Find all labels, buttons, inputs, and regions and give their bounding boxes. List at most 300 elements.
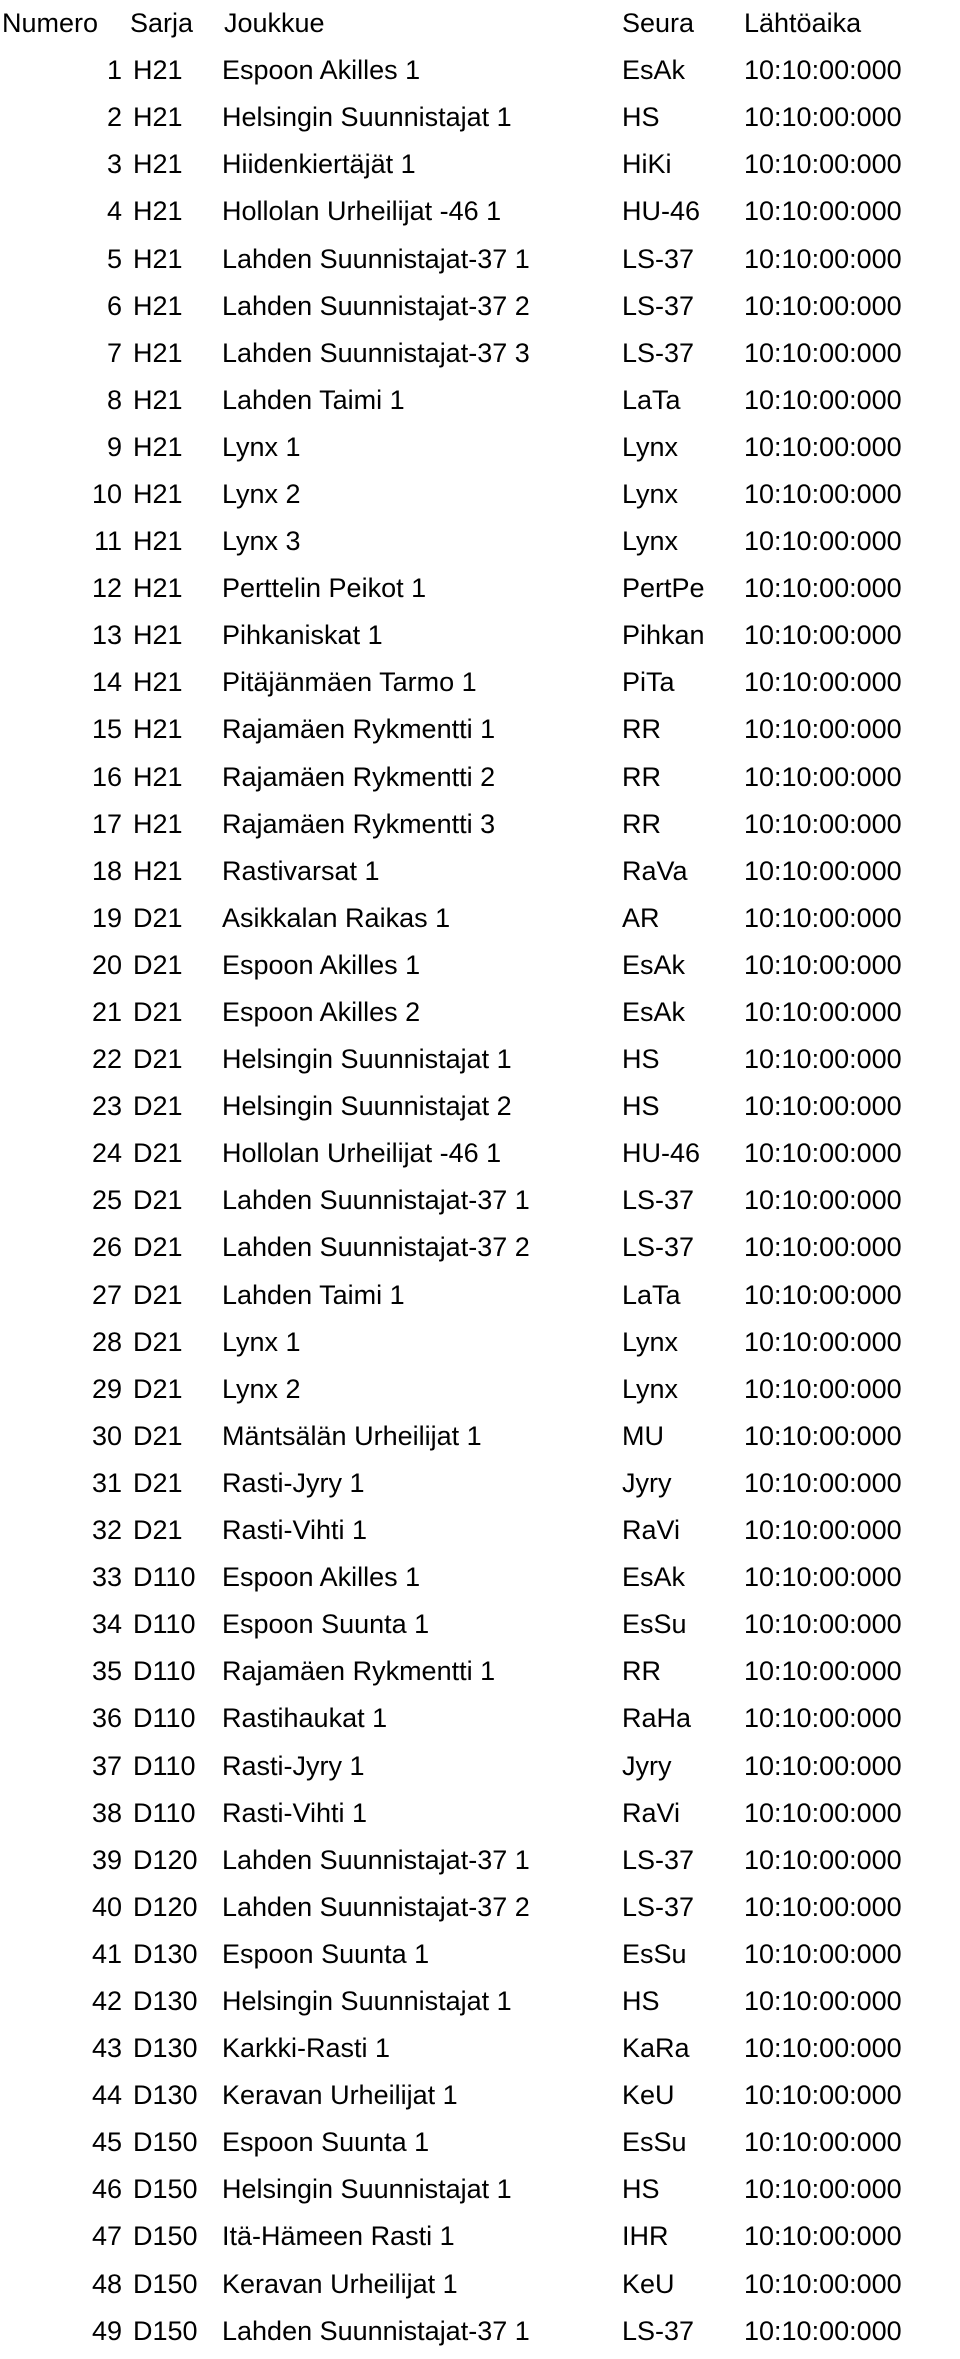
cell-joukkue: Rastivarsat 1 [222, 855, 380, 886]
cell-seura: Jyry [622, 1467, 672, 1498]
cell-sarja: D150 [133, 2174, 198, 2205]
header-joukkue: Joukkue [224, 8, 325, 39]
cell-joukkue: Perttelin Peikot 1 [222, 573, 427, 604]
cell-seura: HS [622, 2174, 660, 2205]
cell-numero: 48 [91, 2268, 122, 2299]
table-row [0, 2308, 960, 2355]
cell-seura: RR [622, 761, 661, 792]
table-row [0, 1507, 960, 1554]
cell-joukkue: Hollolan Urheilijat -46 1 [222, 196, 502, 227]
cell-joukkue: Lahden Suunnistajat-37 2 [222, 1232, 530, 1263]
cell-sarja: H21 [133, 102, 183, 133]
cell-joukkue: Rasti-Vihti 1 [222, 1515, 368, 1546]
cell-sarja: D110 [133, 1656, 196, 1687]
cell-joukkue: Lahden Suunnistajat-37 2 [222, 1891, 530, 1922]
cell-sarja: H21 [133, 761, 183, 792]
cell-numero: 37 [91, 1750, 122, 1781]
table-body [0, 47, 960, 2355]
cell-seura: EsAk [622, 1562, 686, 1593]
cell-sarja: D21 [133, 1044, 183, 1075]
cell-seura: EsAk [622, 55, 686, 86]
table-row [0, 1742, 960, 1789]
cell-joukkue: Helsingin Suunnistajat 2 [222, 1091, 512, 1122]
table-row [0, 1413, 960, 1460]
cell-sarja: H21 [133, 714, 183, 745]
header-row [0, 0, 960, 47]
cell-seura: RR [622, 808, 661, 839]
cell-lahtoaika: 10:10:00:000 [744, 2221, 902, 2252]
cell-joukkue: Lahden Taimi 1 [222, 1279, 405, 1310]
cell-lahtoaika: 10:10:00:000 [744, 1185, 902, 1216]
cell-seura: LS-37 [622, 2315, 695, 2346]
cell-numero: 33 [91, 1562, 122, 1593]
cell-lahtoaika: 10:10:00:000 [744, 1232, 902, 1263]
cell-joukkue: Espoon Suunta 1 [222, 2127, 430, 2158]
cell-joukkue: Rasti-Vihti 1 [222, 1797, 368, 1828]
cell-sarja: H21 [133, 667, 183, 698]
cell-sarja: D110 [133, 1703, 196, 1734]
table-row [0, 706, 960, 753]
table-row [0, 377, 960, 424]
cell-lahtoaika: 10:10:00:000 [744, 2127, 902, 2158]
cell-joukkue: Asikkalan Raikas 1 [222, 902, 451, 933]
cell-joukkue: Lynx 2 [222, 1373, 301, 1404]
cell-lahtoaika: 10:10:00:000 [744, 2033, 902, 2064]
cell-joukkue: Lynx 2 [222, 478, 301, 509]
table-row [0, 2025, 960, 2072]
cell-numero: 5 [106, 243, 122, 274]
cell-numero: 24 [91, 1138, 122, 1169]
cell-lahtoaika: 10:10:00:000 [744, 1844, 902, 1875]
table-row [0, 848, 960, 895]
cell-joukkue: Rajamäen Rykmentti 1 [222, 1656, 496, 1687]
table-row [0, 565, 960, 612]
cell-seura: LaTa [622, 384, 681, 415]
cell-sarja: D21 [133, 1420, 183, 1451]
cell-seura: EsSu [622, 1938, 687, 1969]
header-lahtoaika: Lähtöaika [744, 8, 862, 39]
cell-seura: Lynx [622, 1326, 679, 1357]
cell-sarja: H21 [133, 149, 183, 180]
cell-lahtoaika: 10:10:00:000 [744, 478, 902, 509]
cell-lahtoaika: 10:10:00:000 [744, 1750, 902, 1781]
cell-numero: 14 [91, 667, 122, 698]
cell-lahtoaika: 10:10:00:000 [744, 1938, 902, 1969]
cell-lahtoaika: 10:10:00:000 [744, 1656, 902, 1687]
cell-numero: 26 [91, 1232, 122, 1263]
cell-joukkue: Lahden Taimi 1 [222, 384, 405, 415]
cell-joukkue: Espoon Akilles 1 [222, 1562, 421, 1593]
cell-numero: 2 [106, 102, 122, 133]
table-row [0, 1884, 960, 1931]
cell-seura: EsSu [622, 1609, 687, 1640]
table-row [0, 2119, 960, 2166]
cell-lahtoaika: 10:10:00:000 [744, 902, 902, 933]
cell-lahtoaika: 10:10:00:000 [744, 808, 902, 839]
cell-numero: 9 [106, 431, 122, 462]
cell-numero: 16 [91, 761, 122, 792]
cell-sarja: H21 [133, 620, 183, 651]
cell-lahtoaika: 10:10:00:000 [744, 1891, 902, 1922]
cell-sarja: D150 [133, 2221, 198, 2252]
table-row [0, 188, 960, 235]
table-row [0, 2213, 960, 2260]
cell-sarja: D21 [133, 997, 183, 1028]
table-row [0, 471, 960, 518]
cell-lahtoaika: 10:10:00:000 [744, 1515, 902, 1546]
table-row [0, 1837, 960, 1884]
table-row [0, 1554, 960, 1601]
cell-sarja: D110 [133, 1750, 196, 1781]
table-row [0, 1366, 960, 1413]
cell-lahtoaika: 10:10:00:000 [744, 1703, 902, 1734]
cell-joukkue: Hollolan Urheilijat -46 1 [222, 1138, 502, 1169]
cell-joukkue: Helsingin Suunnistajat 1 [222, 1044, 512, 1075]
header-seura: Seura [622, 8, 695, 39]
table-row [0, 1790, 960, 1837]
cell-joukkue: Lynx 1 [222, 1326, 301, 1357]
cell-lahtoaika: 10:10:00:000 [744, 55, 902, 86]
cell-sarja: D21 [133, 1279, 183, 1310]
table-row [0, 424, 960, 471]
cell-joukkue: Pihkaniskat 1 [222, 620, 383, 651]
cell-sarja: D120 [133, 1891, 198, 1922]
cell-sarja: H21 [133, 431, 183, 462]
cell-seura: HS [622, 102, 660, 133]
cell-sarja: D130 [133, 2080, 198, 2111]
cell-sarja: H21 [133, 290, 183, 321]
cell-numero: 10 [91, 478, 122, 509]
cell-numero: 23 [91, 1091, 122, 1122]
cell-lahtoaika: 10:10:00:000 [744, 1985, 902, 2016]
cell-seura: HS [622, 1044, 660, 1075]
table-row [0, 1083, 960, 1130]
cell-sarja: D130 [133, 1985, 198, 2016]
cell-seura: RaVa [622, 855, 688, 886]
cell-joukkue: Espoon Akilles 2 [222, 997, 421, 1028]
table-row [0, 1224, 960, 1271]
cell-sarja: D110 [133, 1797, 196, 1828]
cell-numero: 13 [91, 620, 122, 651]
cell-numero: 15 [91, 714, 122, 745]
cell-seura: Pihkan [622, 620, 705, 651]
cell-numero: 21 [91, 997, 122, 1028]
cell-seura: MU [622, 1420, 664, 1451]
cell-lahtoaika: 10:10:00:000 [744, 2268, 902, 2299]
cell-lahtoaika: 10:10:00:000 [744, 949, 902, 980]
table-row [0, 94, 960, 141]
cell-numero: 36 [91, 1703, 122, 1734]
cell-lahtoaika: 10:10:00:000 [744, 855, 902, 886]
cell-lahtoaika: 10:10:00:000 [744, 526, 902, 557]
table-row [0, 1460, 960, 1507]
cell-numero: 34 [91, 1609, 122, 1640]
cell-lahtoaika: 10:10:00:000 [744, 1091, 902, 1122]
cell-seura: LS-37 [622, 1844, 695, 1875]
cell-joukkue: Lahden Suunnistajat-37 2 [222, 290, 530, 321]
cell-lahtoaika: 10:10:00:000 [744, 102, 902, 133]
cell-joukkue: Espoon Akilles 1 [222, 55, 421, 86]
cell-seura: EsSu [622, 2127, 687, 2158]
cell-lahtoaika: 10:10:00:000 [744, 1279, 902, 1310]
cell-numero: 28 [91, 1326, 122, 1357]
cell-sarja: D130 [133, 2033, 198, 2064]
cell-sarja: D21 [133, 949, 183, 980]
cell-seura: KeU [622, 2268, 675, 2299]
cell-sarja: H21 [133, 337, 183, 368]
cell-numero: 32 [91, 1515, 122, 1546]
cell-seura: IHR [622, 2221, 669, 2252]
cell-seura: HU-46 [622, 1138, 701, 1169]
cell-numero: 4 [106, 196, 122, 227]
cell-lahtoaika: 10:10:00:000 [744, 2174, 902, 2205]
cell-numero: 47 [91, 2221, 122, 2252]
cell-sarja: D150 [133, 2268, 198, 2299]
table-row [0, 1272, 960, 1319]
cell-numero: 30 [91, 1420, 122, 1451]
cell-sarja: D120 [133, 1844, 198, 1875]
cell-joukkue: Rajamäen Rykmentti 1 [222, 714, 496, 745]
table-row [0, 1695, 960, 1742]
cell-joukkue: Rajamäen Rykmentti 3 [222, 808, 496, 839]
cell-seura: LS-37 [622, 1185, 695, 1216]
table-row [0, 1931, 960, 1978]
cell-numero: 19 [91, 902, 122, 933]
cell-joukkue: Hiidenkiertäjät 1 [222, 149, 416, 180]
cell-numero: 7 [106, 337, 122, 368]
header-numero: Numero [2, 8, 99, 39]
header-sarja: Sarja [130, 8, 194, 39]
cell-sarja: D110 [133, 1609, 196, 1640]
cell-lahtoaika: 10:10:00:000 [744, 2080, 902, 2111]
cell-seura: KaRa [622, 2033, 690, 2064]
cell-sarja: D21 [133, 902, 183, 933]
cell-numero: 20 [91, 949, 122, 980]
cell-joukkue: Lahden Suunnistajat-37 1 [222, 1844, 530, 1875]
cell-seura: KeU [622, 2080, 675, 2111]
cell-joukkue: Mäntsälän Urheilijat 1 [222, 1420, 482, 1451]
table-row [0, 989, 960, 1036]
cell-joukkue: Helsingin Suunnistajat 1 [222, 2174, 512, 2205]
cell-sarja: H21 [133, 384, 183, 415]
cell-lahtoaika: 10:10:00:000 [744, 1044, 902, 1075]
table-row [0, 1978, 960, 2025]
cell-lahtoaika: 10:10:00:000 [744, 149, 902, 180]
cell-seura: RR [622, 1656, 661, 1687]
cell-seura: RaVi [622, 1797, 681, 1828]
cell-lahtoaika: 10:10:00:000 [744, 2315, 902, 2346]
cell-numero: 42 [91, 1985, 122, 2016]
cell-lahtoaika: 10:10:00:000 [744, 997, 902, 1028]
table-row [0, 1036, 960, 1083]
cell-numero: 38 [91, 1797, 122, 1828]
cell-numero: 46 [91, 2174, 122, 2205]
cell-lahtoaika: 10:10:00:000 [744, 714, 902, 745]
cell-numero: 29 [91, 1373, 122, 1404]
table-row [0, 2166, 960, 2213]
cell-seura: LS-37 [622, 290, 695, 321]
cell-lahtoaika: 10:10:00:000 [744, 243, 902, 274]
table-row [0, 283, 960, 330]
cell-seura: LaTa [622, 1279, 681, 1310]
cell-sarja: D150 [133, 2315, 198, 2346]
cell-seura: HiKi [622, 149, 672, 180]
cell-lahtoaika: 10:10:00:000 [744, 1609, 902, 1640]
cell-seura: LS-37 [622, 337, 695, 368]
cell-sarja: H21 [133, 808, 183, 839]
cell-lahtoaika: 10:10:00:000 [744, 290, 902, 321]
cell-seura: RR [622, 714, 661, 745]
cell-numero: 17 [91, 808, 122, 839]
cell-lahtoaika: 10:10:00:000 [744, 196, 902, 227]
cell-joukkue: Espoon Suunta 1 [222, 1938, 430, 1969]
cell-numero: 41 [91, 1938, 122, 1969]
cell-lahtoaika: 10:10:00:000 [744, 667, 902, 698]
cell-lahtoaika: 10:10:00:000 [744, 1420, 902, 1451]
cell-seura: PertPe [622, 573, 705, 604]
cell-joukkue: Lahden Suunnistajat-37 1 [222, 2315, 530, 2346]
cell-joukkue: Itä-Hämeen Rasti 1 [222, 2221, 455, 2252]
cell-seura: LS-37 [622, 243, 695, 274]
cell-sarja: D21 [133, 1326, 183, 1357]
cell-numero: 27 [91, 1279, 122, 1310]
cell-seura: HS [622, 1091, 660, 1122]
cell-numero: 18 [91, 855, 122, 886]
cell-lahtoaika: 10:10:00:000 [744, 620, 902, 651]
cell-joukkue: Helsingin Suunnistajat 1 [222, 102, 512, 133]
cell-sarja: D21 [133, 1232, 183, 1263]
cell-lahtoaika: 10:10:00:000 [744, 1373, 902, 1404]
table-header [0, 0, 960, 47]
cell-sarja: D21 [133, 1185, 183, 1216]
cell-sarja: H21 [133, 526, 183, 557]
cell-sarja: D21 [133, 1467, 183, 1498]
cell-joukkue: Helsingin Suunnistajat 1 [222, 1985, 512, 2016]
table-row [0, 518, 960, 565]
table-row [0, 2072, 960, 2119]
table-row [0, 942, 960, 989]
cell-seura: RaHa [622, 1703, 692, 1734]
cell-sarja: D21 [133, 1515, 183, 1546]
cell-numero: 39 [91, 1844, 122, 1875]
cell-sarja: D150 [133, 2127, 198, 2158]
cell-joukkue: Keravan Urheilijat 1 [222, 2080, 458, 2111]
cell-lahtoaika: 10:10:00:000 [744, 1326, 902, 1357]
cell-lahtoaika: 10:10:00:000 [744, 1797, 902, 1828]
cell-sarja: D21 [133, 1091, 183, 1122]
table-row [0, 801, 960, 848]
cell-lahtoaika: 10:10:00:000 [744, 573, 902, 604]
cell-numero: 40 [91, 1891, 122, 1922]
cell-sarja: H21 [133, 478, 183, 509]
cell-numero: 44 [91, 2080, 122, 2111]
cell-numero: 1 [106, 55, 122, 86]
cell-joukkue: Lahden Suunnistajat-37 3 [222, 337, 530, 368]
cell-lahtoaika: 10:10:00:000 [744, 1562, 902, 1593]
cell-joukkue: Rasti-Jyry 1 [222, 1750, 365, 1781]
cell-numero: 43 [91, 2033, 122, 2064]
table-row [0, 1177, 960, 1224]
cell-seura: RaVi [622, 1515, 681, 1546]
table-row [0, 612, 960, 659]
cell-seura: HS [622, 1985, 660, 2016]
cell-seura: Jyry [622, 1750, 672, 1781]
table-row [0, 1648, 960, 1695]
cell-seura: AR [622, 902, 660, 933]
cell-sarja: D21 [133, 1138, 183, 1169]
cell-sarja: D130 [133, 1938, 198, 1969]
cell-joukkue: Rajamäen Rykmentti 2 [222, 761, 496, 792]
cell-seura: Lynx [622, 526, 679, 557]
table-row [0, 2261, 960, 2308]
cell-sarja: D110 [133, 1562, 196, 1593]
cell-sarja: H21 [133, 196, 183, 227]
cell-joukkue: Rastihaukat 1 [222, 1703, 388, 1734]
table-row [0, 141, 960, 188]
cell-joukkue: Karkki-Rasti 1 [222, 2033, 391, 2064]
cell-seura: HU-46 [622, 196, 701, 227]
cell-numero: 8 [106, 384, 122, 415]
cell-sarja: H21 [133, 243, 183, 274]
table-row [0, 659, 960, 706]
cell-seura: Lynx [622, 1373, 679, 1404]
table-row [0, 1130, 960, 1177]
cell-seura: Lynx [622, 478, 679, 509]
cell-lahtoaika: 10:10:00:000 [744, 761, 902, 792]
cell-sarja: H21 [133, 55, 183, 86]
cell-joukkue: Lynx 1 [222, 431, 301, 462]
table-row [0, 1601, 960, 1648]
cell-lahtoaika: 10:10:00:000 [744, 384, 902, 415]
cell-numero: 6 [106, 290, 122, 321]
cell-lahtoaika: 10:10:00:000 [744, 337, 902, 368]
cell-joukkue: Lahden Suunnistajat-37 1 [222, 1185, 530, 1216]
cell-sarja: H21 [133, 855, 183, 886]
cell-joukkue: Lynx 3 [222, 526, 301, 557]
cell-numero: 3 [106, 149, 122, 180]
cell-joukkue: Espoon Suunta 1 [222, 1609, 430, 1640]
cell-numero: 25 [91, 1185, 122, 1216]
cell-numero: 22 [91, 1044, 122, 1075]
cell-joukkue: Keravan Urheilijat 1 [222, 2268, 458, 2299]
cell-joukkue: Rasti-Jyry 1 [222, 1467, 365, 1498]
cell-joukkue: Espoon Akilles 1 [222, 949, 421, 980]
cell-sarja: D21 [133, 1373, 183, 1404]
cell-joukkue: Pitäjänmäen Tarmo 1 [222, 667, 477, 698]
table-row [0, 47, 960, 94]
cell-seura: LS-37 [622, 1891, 695, 1922]
cell-sarja: H21 [133, 573, 183, 604]
cell-lahtoaika: 10:10:00:000 [744, 431, 902, 462]
table-row [0, 895, 960, 942]
cell-numero: 35 [91, 1656, 122, 1687]
cell-seura: EsAk [622, 997, 686, 1028]
cell-lahtoaika: 10:10:00:000 [744, 1138, 902, 1169]
cell-seura: Lynx [622, 431, 679, 462]
table-row [0, 235, 960, 282]
cell-seura: EsAk [622, 949, 686, 980]
table-row [0, 754, 960, 801]
cell-numero: 45 [91, 2127, 122, 2158]
cell-numero: 11 [93, 526, 122, 557]
cell-numero: 12 [91, 573, 122, 604]
cell-numero: 49 [91, 2315, 122, 2346]
cell-seura: LS-37 [622, 1232, 695, 1263]
table-row [0, 330, 960, 377]
cell-lahtoaika: 10:10:00:000 [744, 1467, 902, 1498]
table-row [0, 1319, 960, 1366]
cell-numero: 31 [91, 1467, 122, 1498]
